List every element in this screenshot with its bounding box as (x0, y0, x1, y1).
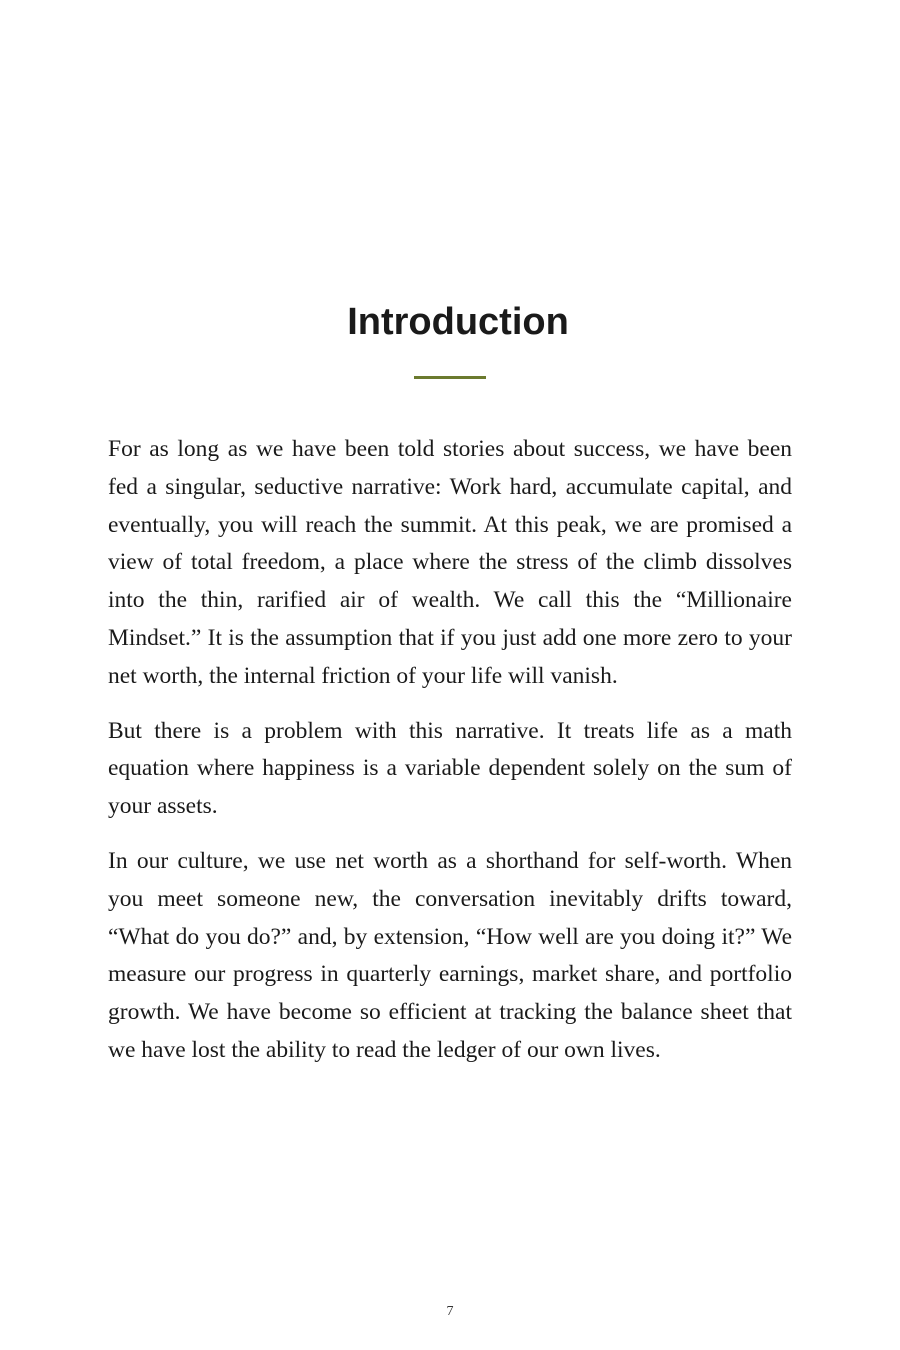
title-divider (414, 376, 486, 379)
chapter-title: Introduction (347, 301, 569, 343)
chapter-body (108, 431, 792, 1087)
page-number: 7 (446, 1304, 454, 1319)
body-paragraph: For as long as we have been told stories about success, we have been fed a singular, seductive narrative: Work hard, accumulate capital, and eventually, you will reach the summit. At this peak, we are promised a view of total freedom, a place where the stress of the climb dissolves into the thin, rarified air of wealth. We call this the “Millionaire Mindset.” It is the assumption that if you just add one more zero to your net worth, the internal friction of your life will vanish. (108, 436, 792, 689)
body-paragraph: But there is a problem with this narrative. It treats life as a math equation where happiness is a variable dependent solely on the sum of your assets. (108, 717, 792, 820)
body-paragraph: In our culture, we use net worth as a shorthand for self-worth. When you meet someone new, the conversation inevitably drifts toward, “What do you do?” and, by extension, “How well are you doing it?” We measure our progress in quarterly earnings, market share, and portfolio growth. We have become so efficient at tracking the balance sheet that we have lost the ability to read the ledger of our own lives. (108, 847, 792, 1063)
